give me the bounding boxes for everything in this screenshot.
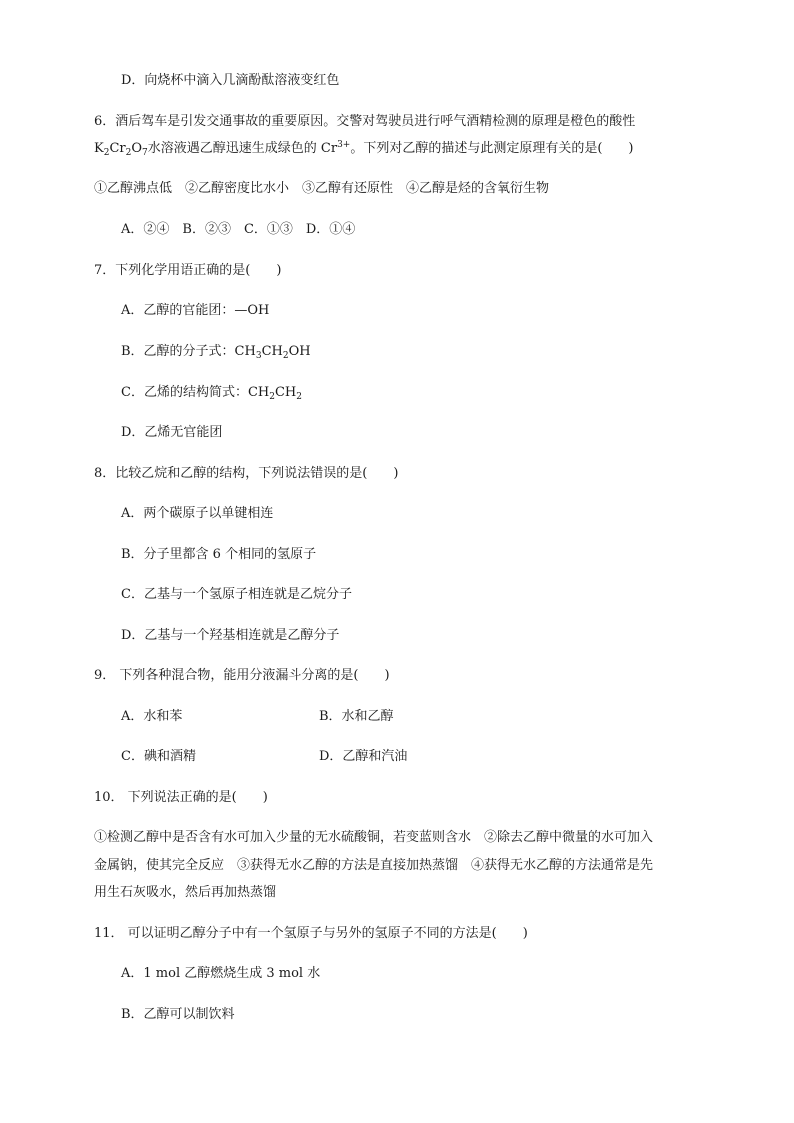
formula-cr-sub: 2 — [125, 148, 132, 158]
q6-statements: ①乙醇沸点低 ②乙醇密度比水小 ③乙醇有还原性 ④乙醇是烃的含氧衍生物 — [94, 181, 550, 196]
q7-b-sub1: 3 — [255, 351, 262, 361]
q7-c-sub1: 2 — [269, 392, 275, 402]
q11-option-a: A．1 mol 乙醇燃烧生成 3 mol 水 — [121, 966, 321, 981]
q7-b-post: OH — [288, 344, 311, 359]
q7-b-sub2: 2 — [282, 351, 289, 361]
q7-c-pre: C．乙烯的结构简式：CH — [121, 385, 270, 400]
q9-row2 — [121, 748, 521, 766]
q7-b-mid: CH — [261, 344, 283, 359]
q9-option-d: D．乙醇和汽油 — [319, 749, 408, 764]
q7-option-b — [121, 343, 311, 361]
q5-option-d: D．向烧杯中滴入几滴酚酞溶液变红色 — [121, 73, 340, 88]
q11-stem: 11． 可以证明乙醇分子中有一个氢原子与另外的氢原子不同的方法是( ) — [94, 926, 528, 941]
ion-cr: Cr — [320, 141, 338, 156]
q7-option-d: D．乙烯无官能团 — [121, 425, 223, 440]
q7-option-c — [121, 384, 302, 402]
q7-c-sub2: 2 — [296, 392, 302, 402]
q6-options: A．②④ B．②③ C．①③ D．①④ — [121, 222, 356, 237]
q8-option-c: C．乙基与一个氢原子相连就是乙烷分子 — [121, 587, 352, 602]
q10-body-line1: ①检测乙醇中是否含有水可加入少量的无水硫酸铜，若变蓝则含水 ②除去乙醇中微量的水可加入 — [94, 830, 654, 845]
q7-b-pre: B．乙醇的分子式：CH — [121, 344, 256, 359]
formula-k-sub: 2 — [103, 148, 110, 158]
q7-option-a: A．乙醇的官能团：—OH — [121, 303, 270, 318]
q6-stem-line1: 6．酒后驾车是引发交通事故的重要原因。交警对驾驶员进行呼气酒精检测的原理是橙色的酸性 — [94, 114, 636, 129]
q10-body-line3: 用生石灰吸水，然后再加热蒸馏 — [94, 885, 277, 900]
q6-text2: 。下列对乙醇的描述与此测定原理有关的是( ) — [350, 141, 634, 156]
ion-cr-sup: 3+ — [337, 140, 351, 150]
q8-option-a: A．两个碳原子以单键相连 — [121, 506, 274, 521]
q9-option-a: A．水和苯 — [121, 709, 183, 724]
q6-text1: 水溶液遇乙醇迅速生成绿色的 — [147, 141, 321, 156]
q9-option-b: B．水和乙醇 — [319, 709, 394, 724]
formula-o: O — [131, 141, 143, 156]
formula-k: K — [94, 141, 104, 156]
formula-o-sub: 7 — [142, 148, 148, 158]
q7-c-mid: CH — [274, 385, 297, 400]
q8-option-b: B．分子里都含 6 个相同的氢原子 — [121, 547, 317, 562]
q8-option-d: D．乙基与一个羟基相连就是乙醇分子 — [121, 628, 340, 643]
q10-body-line2: 金属钠，使其完全反应 ③获得无水乙醇的方法是直接加热蒸馏 ④获得无水乙醇的方法通常是先 — [94, 858, 654, 873]
q6-stem-line2 — [94, 140, 634, 158]
formula-cr: Cr — [109, 141, 126, 156]
q11-option-b: B．乙醇可以制饮料 — [121, 1007, 235, 1022]
q9-option-c: C．碘和酒精 — [121, 749, 196, 764]
q8-stem: 8．比较乙烷和乙醇的结构，下列说法错误的是( ) — [94, 466, 399, 481]
q7-stem: 7．下列化学用语正确的是( ) — [94, 263, 282, 278]
q9-row1 — [121, 708, 521, 726]
q10-stem: 10． 下列说法正确的是( ) — [94, 790, 268, 805]
q9-stem: 9． 下列各种混合物，能用分液漏斗分离的是( ) — [94, 668, 390, 683]
